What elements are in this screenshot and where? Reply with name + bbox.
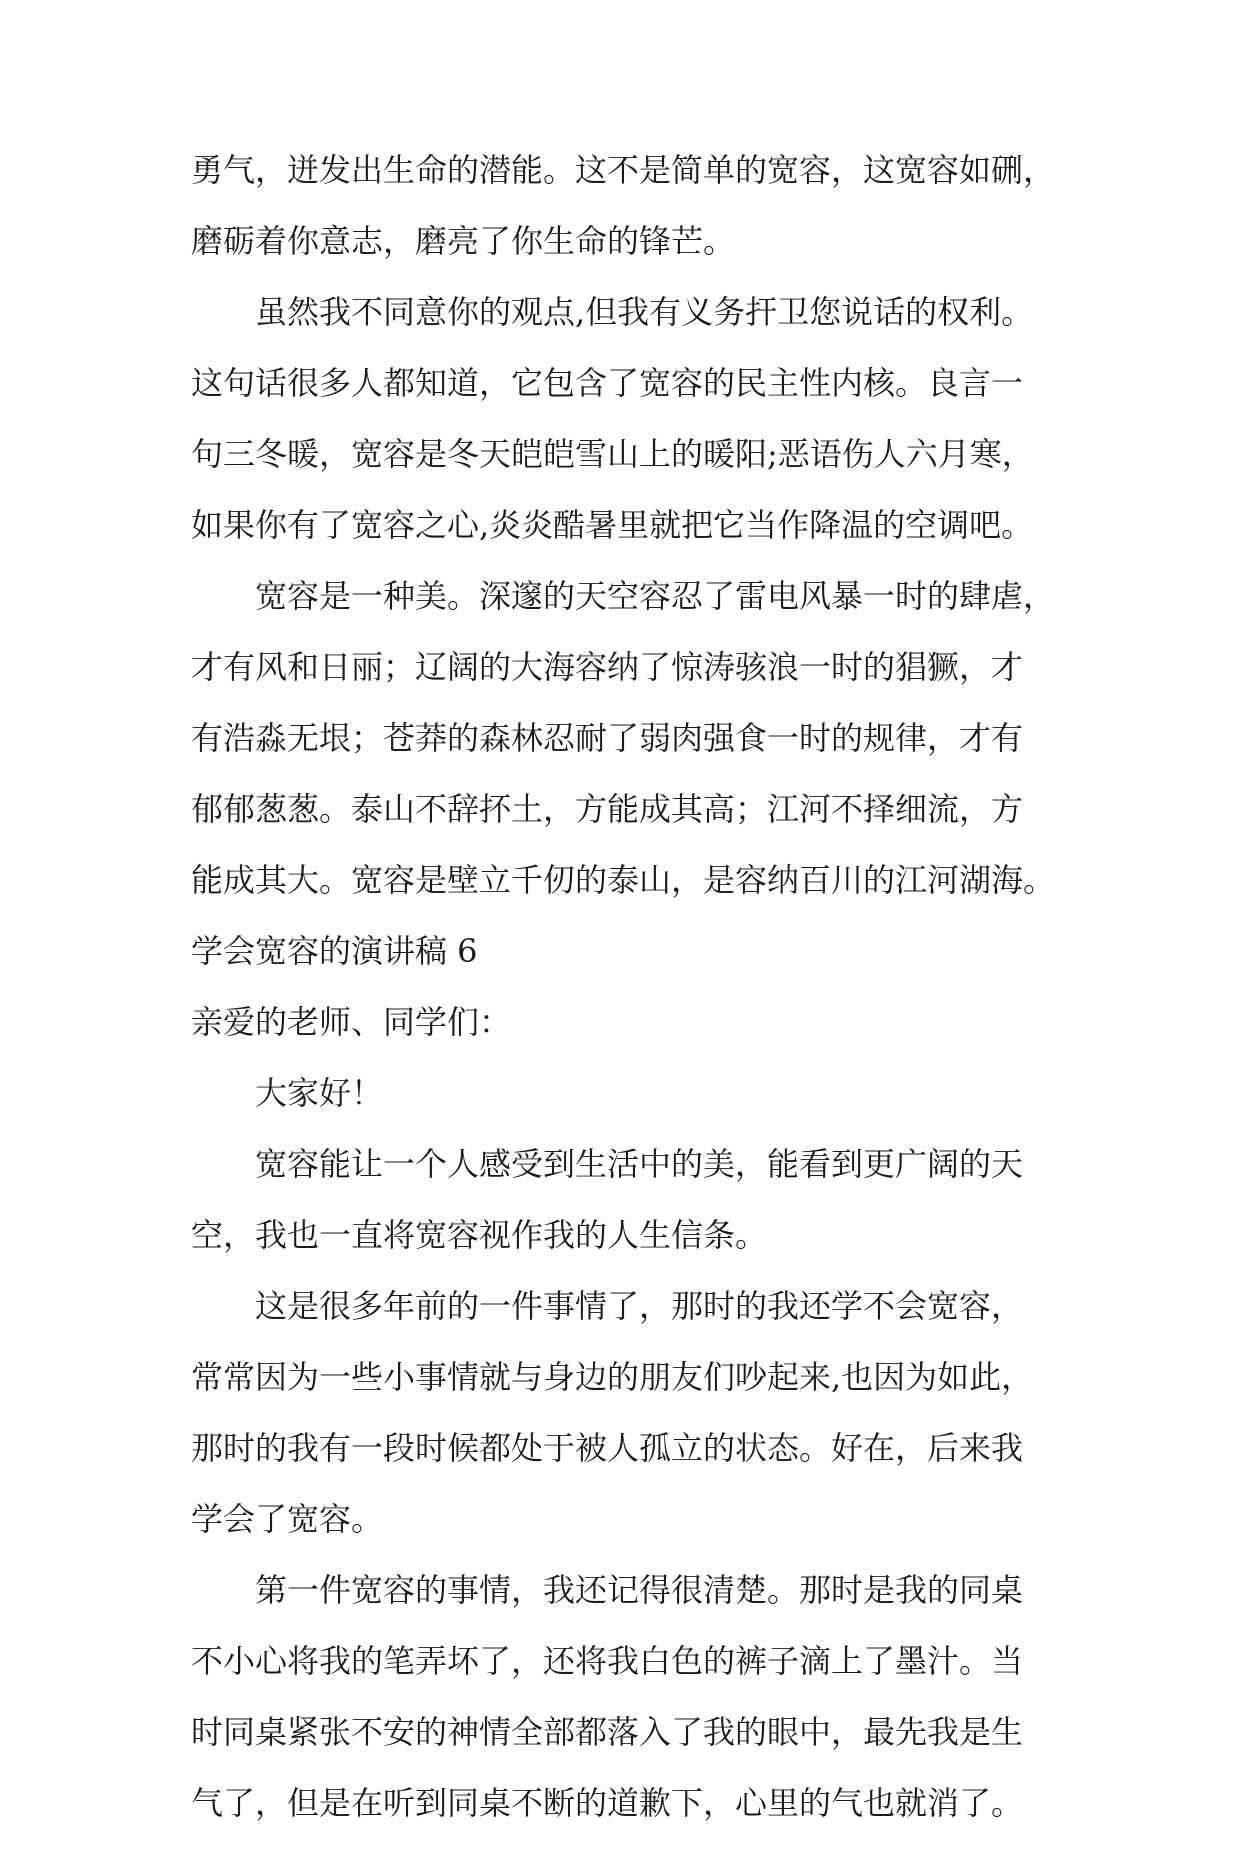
line-text: 勇气，迸发出生命的潜能。这不是简单的宽容，这宽容如硎，	[191, 151, 1056, 189]
text-line-6	[191, 507, 1071, 543]
text-line-8	[191, 649, 1071, 685]
line-text: 句三冬暖，宽容是冬天皑皑雪山上的暖阳;恶语伤人六月寒，	[191, 435, 1034, 473]
section-title-text: 学会宽容的演讲稿 6	[191, 932, 478, 970]
text-line-16	[191, 1217, 1071, 1253]
line-text: 时同桌紧张不安的神情全部都落入了我的眼中，最先我是生	[191, 1713, 1024, 1751]
line-text: 宽容能让一个人感受到生活中的美，能看到更广阔的天	[255, 1145, 1024, 1183]
line-text: 这句话很多人都知道，它包含了宽容的民主性内核。良言一	[191, 364, 1024, 402]
line-text: 如果你有了宽容之心,炎炎酷暑里就把它当作降温的空调吧。	[191, 506, 1034, 544]
text-line-20	[191, 1501, 1071, 1537]
text-line-7	[191, 578, 1071, 614]
salutation-text: 亲爱的老师、同学们：	[191, 1003, 512, 1041]
section-title	[191, 933, 1071, 969]
text-line-17	[191, 1288, 1071, 1324]
line-text: 那时的我有一段时候都处于被人孤立的状态。好在，后来我	[191, 1429, 1024, 1467]
line-text: 这是很多年前的一件事情了，那时的我还学不会宽容，	[255, 1287, 1024, 1325]
line-text: 有浩淼无垠；苍莽的森林忍耐了弱肉强食一时的规律，才有	[191, 719, 1024, 757]
line-text: 常常因为一些小事情就与身边的朋友们吵起来,也因为如此，	[191, 1358, 1034, 1396]
line-text: 气了，但是在听到同桌不断的道歉下，心里的气也就消了。	[191, 1784, 1024, 1822]
text-line-22	[191, 1643, 1071, 1679]
text-line-9	[191, 720, 1071, 756]
line-text: 空，我也一直将宽容视作我的人生信条。	[191, 1216, 768, 1254]
text-line-10	[191, 791, 1071, 827]
text-line-11	[191, 862, 1071, 898]
line-text: 能成其大。宽容是壁立千仞的泰山，是容纳百川的江河湖海。	[191, 861, 1056, 899]
text-line-3	[191, 294, 1071, 330]
text-line-24	[191, 1785, 1071, 1821]
line-text: 第一件宽容的事情，我还记得很清楚。那时是我的同桌	[255, 1571, 1024, 1609]
salutation	[191, 1004, 1071, 1040]
line-text: 宽容是一种美。深邃的天空容忍了雷电风暴一时的肆虐，	[255, 577, 1056, 615]
line-text: 不小心将我的笔弄坏了，还将我白色的裤子滴上了墨汁。当	[191, 1642, 1024, 1680]
line-text: 磨砺着你意志，磨亮了你生命的锋芒。	[191, 222, 736, 260]
line-text: 才有风和日丽；辽阔的大海容纳了惊涛骇浪一时的猖獗，才	[191, 648, 1024, 686]
greeting-text: 大家好！	[255, 1074, 384, 1112]
text-line-1	[191, 152, 1071, 188]
text-line-21	[191, 1572, 1071, 1608]
greeting	[191, 1075, 1071, 1111]
text-line-4	[191, 365, 1071, 401]
text-line-19	[191, 1430, 1071, 1466]
text-line-23	[191, 1714, 1071, 1750]
text-line-2	[191, 223, 1071, 259]
line-text: 虽然我不同意你的观点,但我有义务扞卫您说话的权利。	[255, 293, 1034, 331]
line-text: 学会了宽容。	[191, 1500, 384, 1538]
document-body	[191, 152, 1071, 1856]
text-line-5	[191, 436, 1071, 472]
line-text: 郁郁葱葱。泰山不辞抔土，方能成其高；江河不择细流，方	[191, 790, 1024, 828]
text-line-15	[191, 1146, 1071, 1182]
text-line-18	[191, 1359, 1071, 1395]
